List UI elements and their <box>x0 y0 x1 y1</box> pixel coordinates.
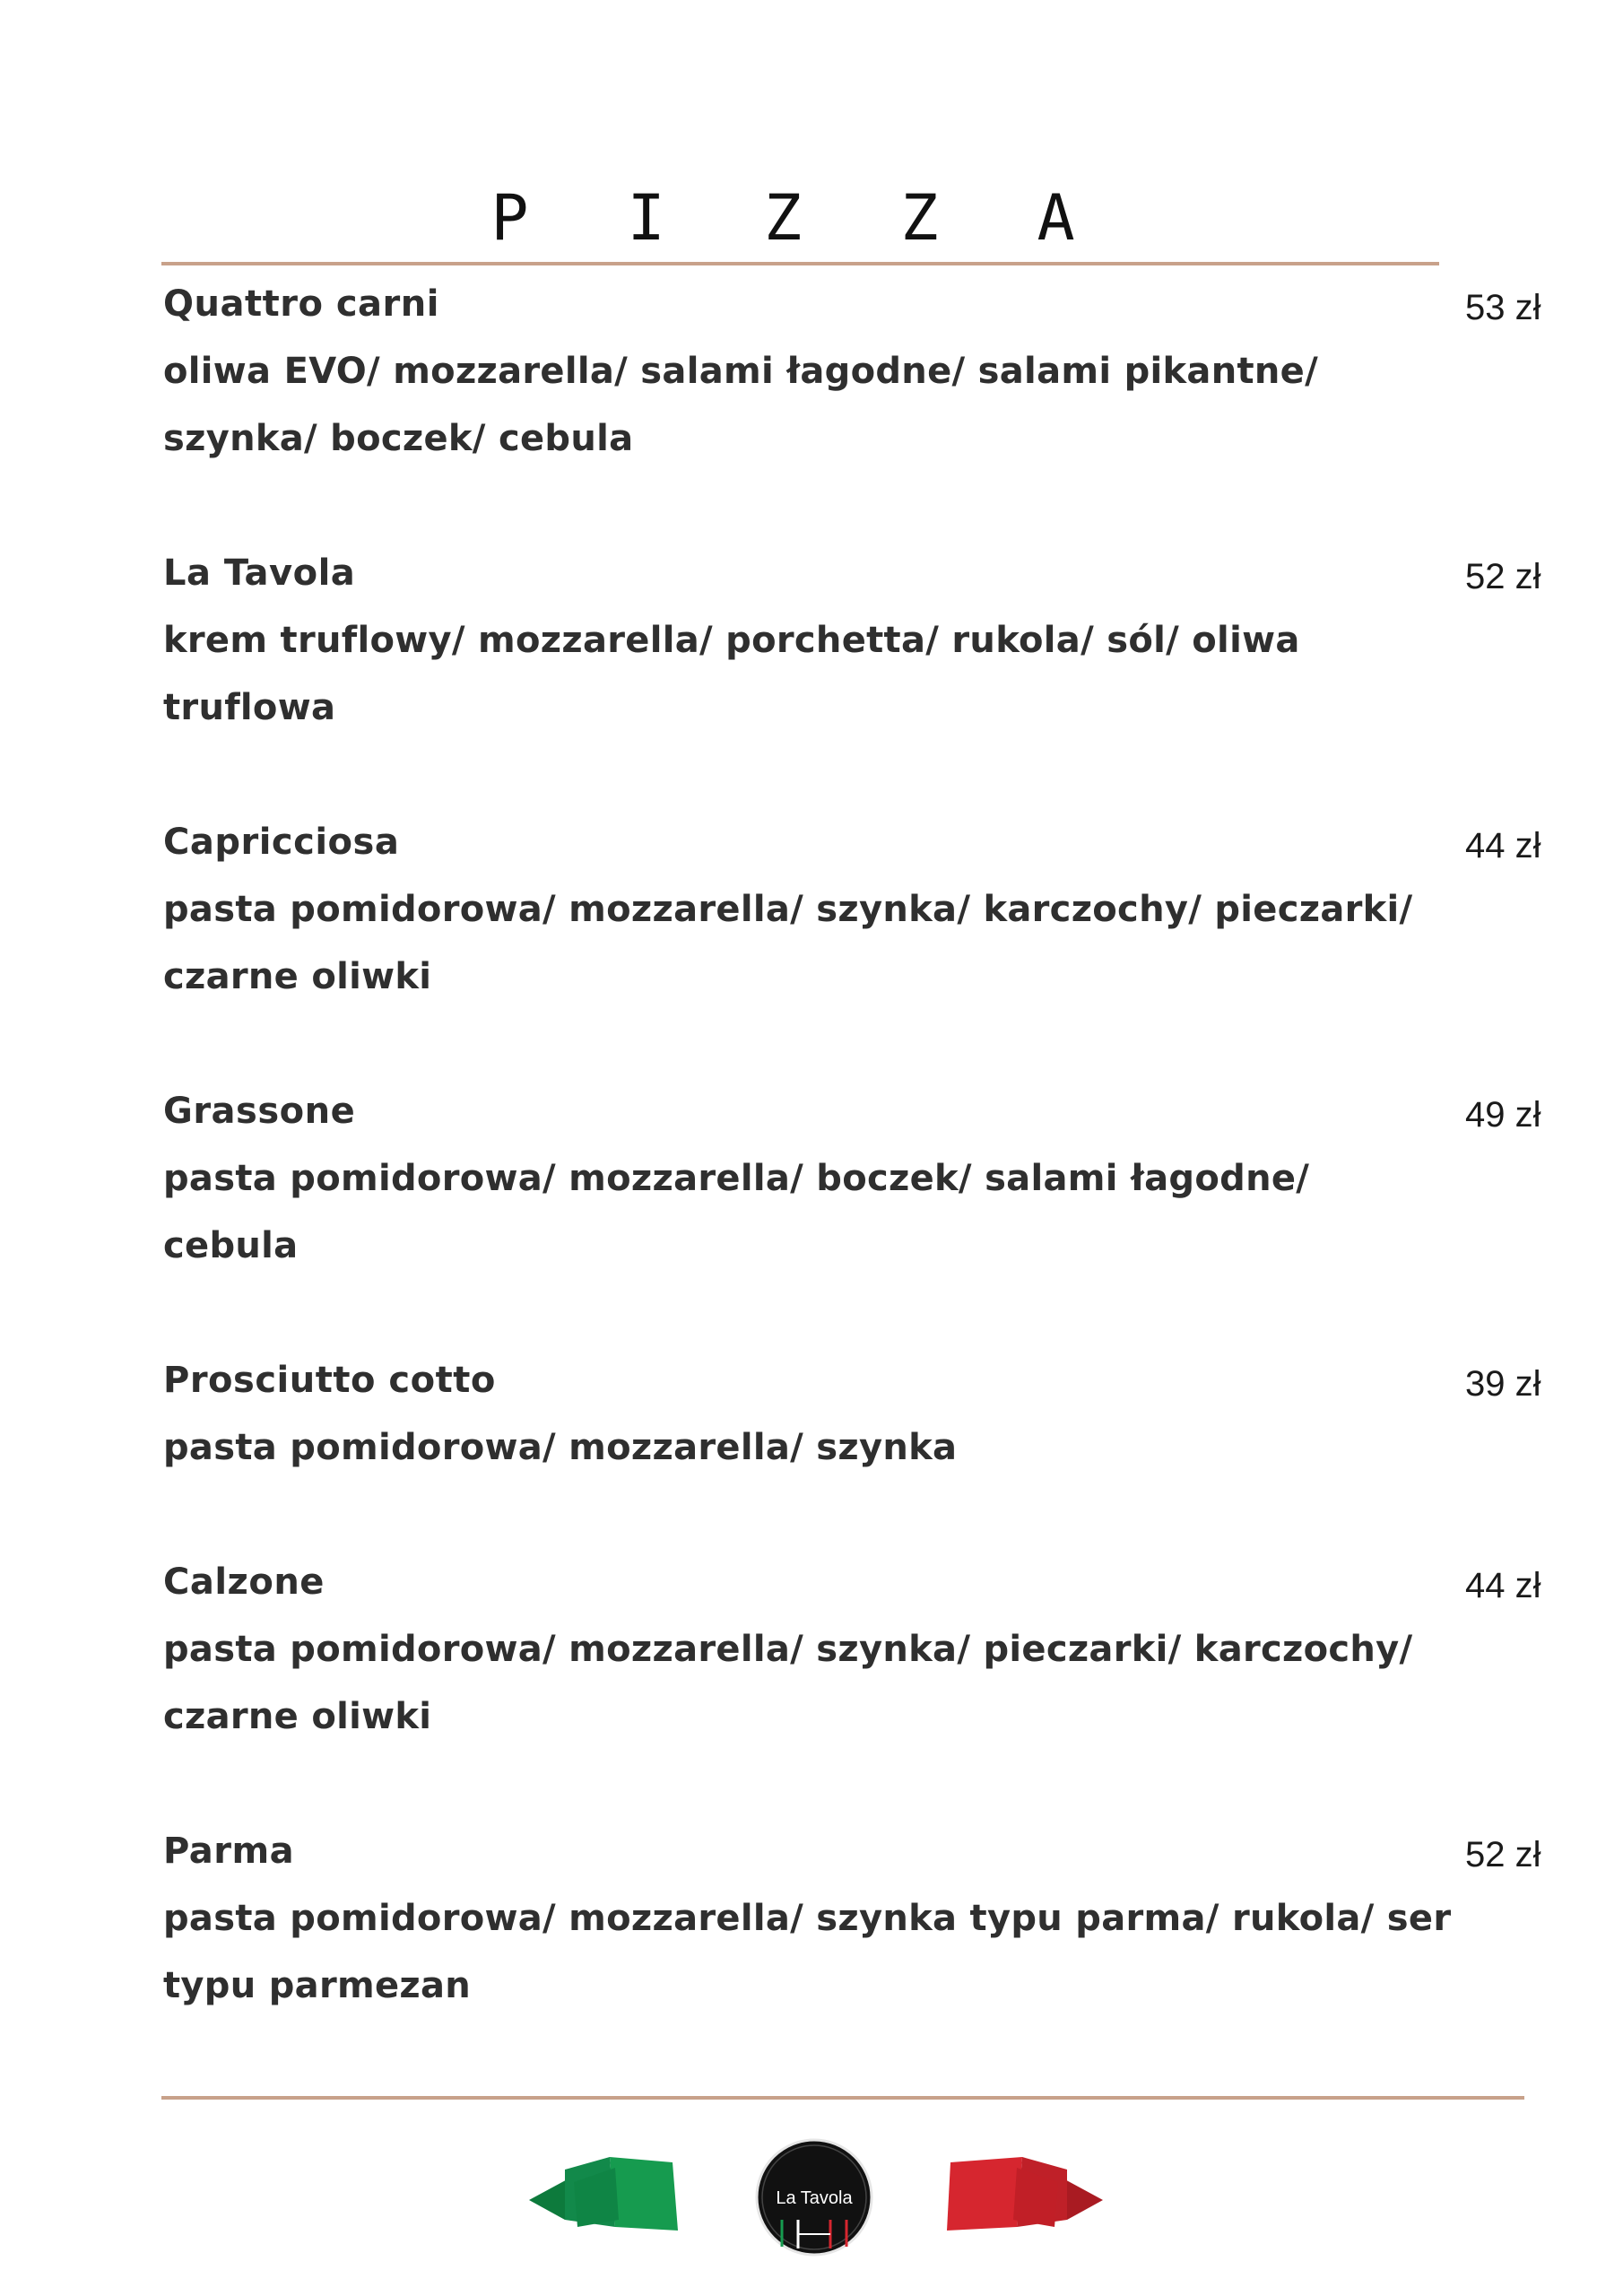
menu-item <box>163 1549 1562 1751</box>
item-price: 52 zł <box>1465 1835 1541 1874</box>
item-description: pasta pomidorowa/ mozzarella/ szynka <box>163 1427 958 1468</box>
logo-badge <box>757 2140 872 2255</box>
menu-item <box>163 1347 1562 1482</box>
green-ribbon-icon <box>529 2157 678 2231</box>
item-description: krem truflowy/ mozzarella/ porchetta/ rukola/ sól/ oliwa truflowa <box>163 620 1300 728</box>
item-description: oliwa EVO/ mozzarella/ salami łagodne/ salami pikantne/ szynka/ boczek/ cebula <box>163 351 1319 459</box>
menu-item <box>163 271 1562 473</box>
item-price: 52 zł <box>1465 557 1541 596</box>
item-description: pasta pomidorowa/ mozzarella/ szynka/ pieczarki/ karczochy/ czarne oliwki <box>163 1629 1413 1737</box>
item-name: La Tavola <box>163 552 356 594</box>
item-name: Calzone <box>163 1561 325 1603</box>
item-name: Grassone <box>163 1091 356 1132</box>
menu-item <box>163 1818 1562 2020</box>
page-title: P I Z Z A <box>490 181 1106 255</box>
la-tavola-logo <box>529 2130 1103 2265</box>
footer-divider <box>161 2096 1524 2100</box>
item-price: 49 zł <box>1465 1095 1541 1135</box>
red-ribbon-icon <box>947 2157 1103 2231</box>
item-description: pasta pomidorowa/ mozzarella/ szynka typu parma/ rukola/ ser typu parmezan <box>163 1898 1452 2006</box>
item-name: Capricciosa <box>163 822 400 863</box>
item-price: 44 zł <box>1465 1566 1541 1605</box>
item-name: Prosciutto cotto <box>163 1360 496 1401</box>
item-name: Parma <box>163 1831 295 1872</box>
item-description: pasta pomidorowa/ mozzarella/ szynka/ karczochy/ pieczarki/ czarne oliwki <box>163 889 1413 997</box>
item-price: 39 zł <box>1465 1364 1541 1404</box>
item-name: Quattro carni <box>163 283 439 325</box>
menu-item <box>163 540 1562 742</box>
menu-item <box>163 809 1562 1011</box>
title-divider <box>161 262 1439 265</box>
item-price: 44 zł <box>1465 826 1541 865</box>
item-price: 53 zł <box>1465 288 1541 327</box>
menu-item <box>163 1078 1562 1280</box>
logo-text: La Tavola <box>776 2188 853 2208</box>
item-description: pasta pomidorowa/ mozzarella/ boczek/ salami łagodne/ cebula <box>163 1158 1310 1266</box>
menu-list <box>163 271 1562 2087</box>
